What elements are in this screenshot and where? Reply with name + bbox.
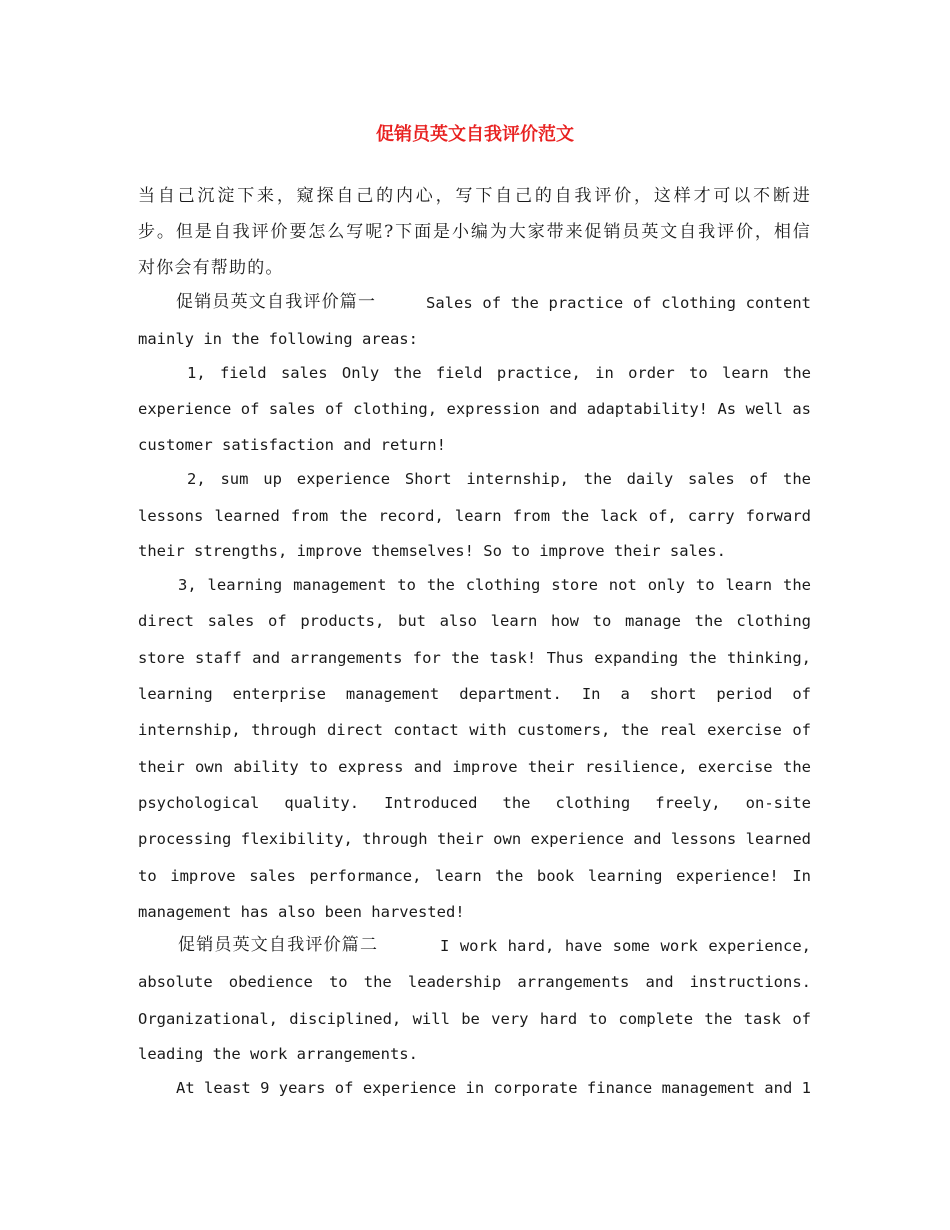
paragraph-line: 对你会有帮助的。 bbox=[138, 258, 284, 278]
paragraph-line: management has also been harvested! bbox=[138, 903, 465, 921]
paragraph-line: 当自己沉淀下来，窥探自己的内心，写下自己的自我评价，这样才可以不断进 bbox=[138, 186, 811, 206]
paragraph-line: psychological quality. Introduced the clothing freely, on-site bbox=[138, 794, 811, 812]
paragraph-line: lessons learned from the record, learn from the lack of, carry forward bbox=[138, 507, 811, 525]
paragraph-line: direct sales of products, but also learn how to manage the clothing bbox=[138, 612, 811, 630]
paragraph-line: 1, field sales Only the field practice, in order to learn the bbox=[187, 364, 811, 382]
paragraph-line: store staff and arrangements for the task! Thus expanding the thinking, bbox=[138, 649, 811, 667]
paragraph-line: internship, through direct contact with customers, the real exercise of bbox=[138, 721, 811, 739]
document-title: 促销员英文自我评价范文 bbox=[376, 124, 574, 145]
paragraph-line: leading the work arrangements. bbox=[138, 1045, 418, 1063]
section-heading-1: 促销员英文自我评价篇一 bbox=[176, 292, 377, 312]
paragraph-line: to improve sales performance, learn the book learning experience! In bbox=[138, 867, 811, 885]
paragraph-line: At least 9 years of experience in corporate finance management and 1 bbox=[176, 1079, 811, 1097]
paragraph-line: 步。但是自我评价要怎么写呢?下面是小编为大家带来促销员英文自我评价，相信 bbox=[138, 222, 811, 242]
paragraph-line: learning enterprise management department. In a short period of bbox=[138, 685, 811, 703]
paragraph-line: their strengths, improve themselves! So to improve their sales. bbox=[138, 542, 726, 560]
paragraph-line: their own ability to express and improve their resilience, exercise the bbox=[138, 758, 811, 776]
paragraph-line: processing flexibility, through their own experience and lessons learned bbox=[138, 830, 811, 848]
paragraph-line: 3, learning management to the clothing store not only to learn the bbox=[178, 576, 811, 594]
paragraph-line: I work hard, have some work experience, bbox=[440, 937, 811, 955]
paragraph-line: Organizational, disciplined, will be very hard to complete the task of bbox=[138, 1010, 811, 1028]
paragraph-line: Sales of the practice of clothing content bbox=[426, 294, 811, 312]
paragraph-line: mainly in the following areas: bbox=[138, 330, 418, 348]
section-heading-2: 促销员英文自我评价篇二 bbox=[178, 935, 379, 955]
paragraph-line: absolute obedience to the leadership arrangements and instructions. bbox=[138, 973, 811, 991]
paragraph-line: experience of sales of clothing, expression and adaptability! As well as bbox=[138, 400, 811, 418]
paragraph-line: customer satisfaction and return! bbox=[138, 436, 446, 454]
paragraph-line: 2, sum up experience Short internship, the daily sales of the bbox=[187, 470, 811, 488]
